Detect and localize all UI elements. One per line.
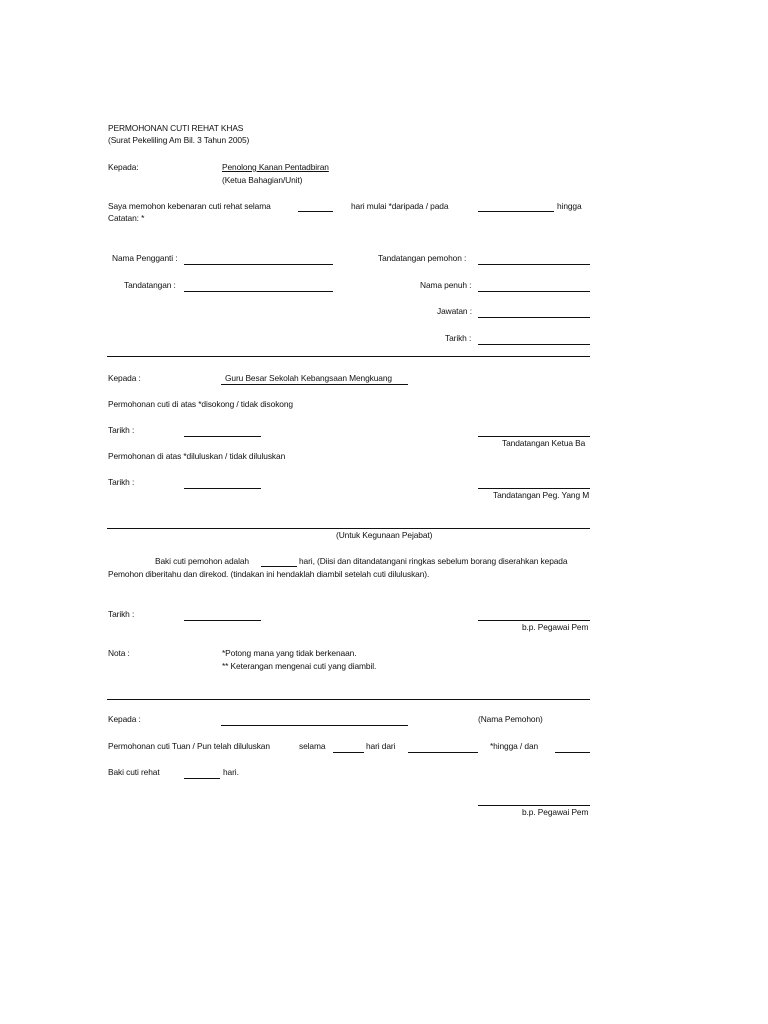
tarikh-label-4: Tarikh : [108,609,135,619]
hari-dari-field[interactable] [408,752,478,753]
nota-label: Nota : [108,648,130,658]
days-from-text: hari mulai *daripada / pada [351,201,449,211]
kepada-label-2: Kepada : [108,373,141,383]
sign-peg-label: Tandatangan Peg. Yang M [493,490,590,500]
baki-cuti-field[interactable] [184,778,220,779]
tandatangan-pemohon-label: Tandatangan pemohon : [378,253,467,263]
approved-text: Permohonan di atas *diluluskan / tidak diluluskan [108,451,286,461]
recipient-note: (Ketua Bahagian/Unit) [222,175,303,185]
baki-prefix: Baki cuti pemohon adalah [155,556,249,566]
baki-days-field[interactable] [261,566,297,567]
baki-cuti-label: Baki cuti rehat [108,767,160,777]
kepada-name-field[interactable] [221,725,408,726]
tarikh-label-1: Tarikh : [445,333,472,343]
until-text: hingga [557,201,582,211]
tarikh-field-4[interactable] [184,620,261,621]
nama-pengganti-label: Nama Pengganti : [112,253,178,263]
recipient-1: Penolong Kanan Pentadbiran [222,162,329,172]
tarikh-field-2[interactable] [184,436,261,437]
selama-days-field[interactable] [333,752,364,753]
tandatangan-pemohon-field[interactable] [478,264,590,265]
kepada-label-1: Kepada: [108,162,139,172]
tarikh-field-3[interactable] [184,488,261,489]
nota-2: ** Keterangan mengenai cuti yang diambil. [222,661,377,671]
selama-text: selama [299,741,326,751]
nota-1: *Potong mana yang tidak berkenaan. [222,648,357,658]
jawatan-field[interactable] [478,317,590,318]
tarikh-field-1[interactable] [478,344,590,345]
tandatangan-label: Tandatangan : [124,280,176,290]
nama-penuh-label: Nama penuh : [420,280,472,290]
bp-pegawai-label-2: b.p. Pegawai Pem [522,807,589,817]
tarikh-label-2: Tarikh : [108,425,135,435]
notified-text: Pemohon diberitahu dan direkod. (tindakan ini hendaklah diambil setelah cuti diluluskan). [108,569,430,579]
baki-suffix: hari, (Diisi dan ditandatangani ringkas sebelum borang diserahkan kepada [299,556,568,566]
recipient-2: Guru Besar Sekolah Kebangsaan Mengkuang [225,373,392,383]
jawatan-label: Jawatan : [437,306,472,316]
kepada-label-3: Kepada : [108,714,141,724]
section-divider-2 [107,528,590,529]
start-date-field[interactable] [478,211,554,212]
section-divider-1 [107,356,590,357]
catatan-label: Catatan: * [108,213,145,223]
approved-prefix: Permohonan cuti Tuan / Pun telah diluluskan [108,741,270,751]
nama-pengganti-field[interactable] [184,264,333,265]
form-reference: (Surat Pekeliling Am Bil. 3 Tahun 2005) [108,135,250,145]
duration-days-field[interactable] [298,211,333,212]
tarikh-label-3: Tarikh : [108,477,135,487]
sign-ketua-label: Tandatangan Ketua Ba [502,438,586,448]
hingga-date-field[interactable] [555,752,590,753]
tandatangan-pengganti-field[interactable] [184,291,333,292]
hari-text: hari. [223,767,239,777]
form-title: PERMOHONAN CUTI REHAT KHAS [108,123,244,133]
hari-dari-text: hari dari [366,741,396,751]
nama-pemohon-label: (Nama Pemohon) [478,714,543,724]
section-divider-3 [107,699,590,700]
request-text: Saya memohon kebenaran cuti rehat selama [108,201,271,211]
office-use-label: (Untuk Kegunaan Pejabat) [336,530,433,540]
supported-text: Permohonan cuti di atas *disokong / tidak disokong [108,399,293,409]
bp-pegawai-label-1: b.p. Pegawai Pem [522,622,589,632]
hingga-dan-text: *hingga / dan [490,741,539,751]
nama-penuh-field[interactable] [478,291,590,292]
recipient-2-underline [221,384,408,385]
